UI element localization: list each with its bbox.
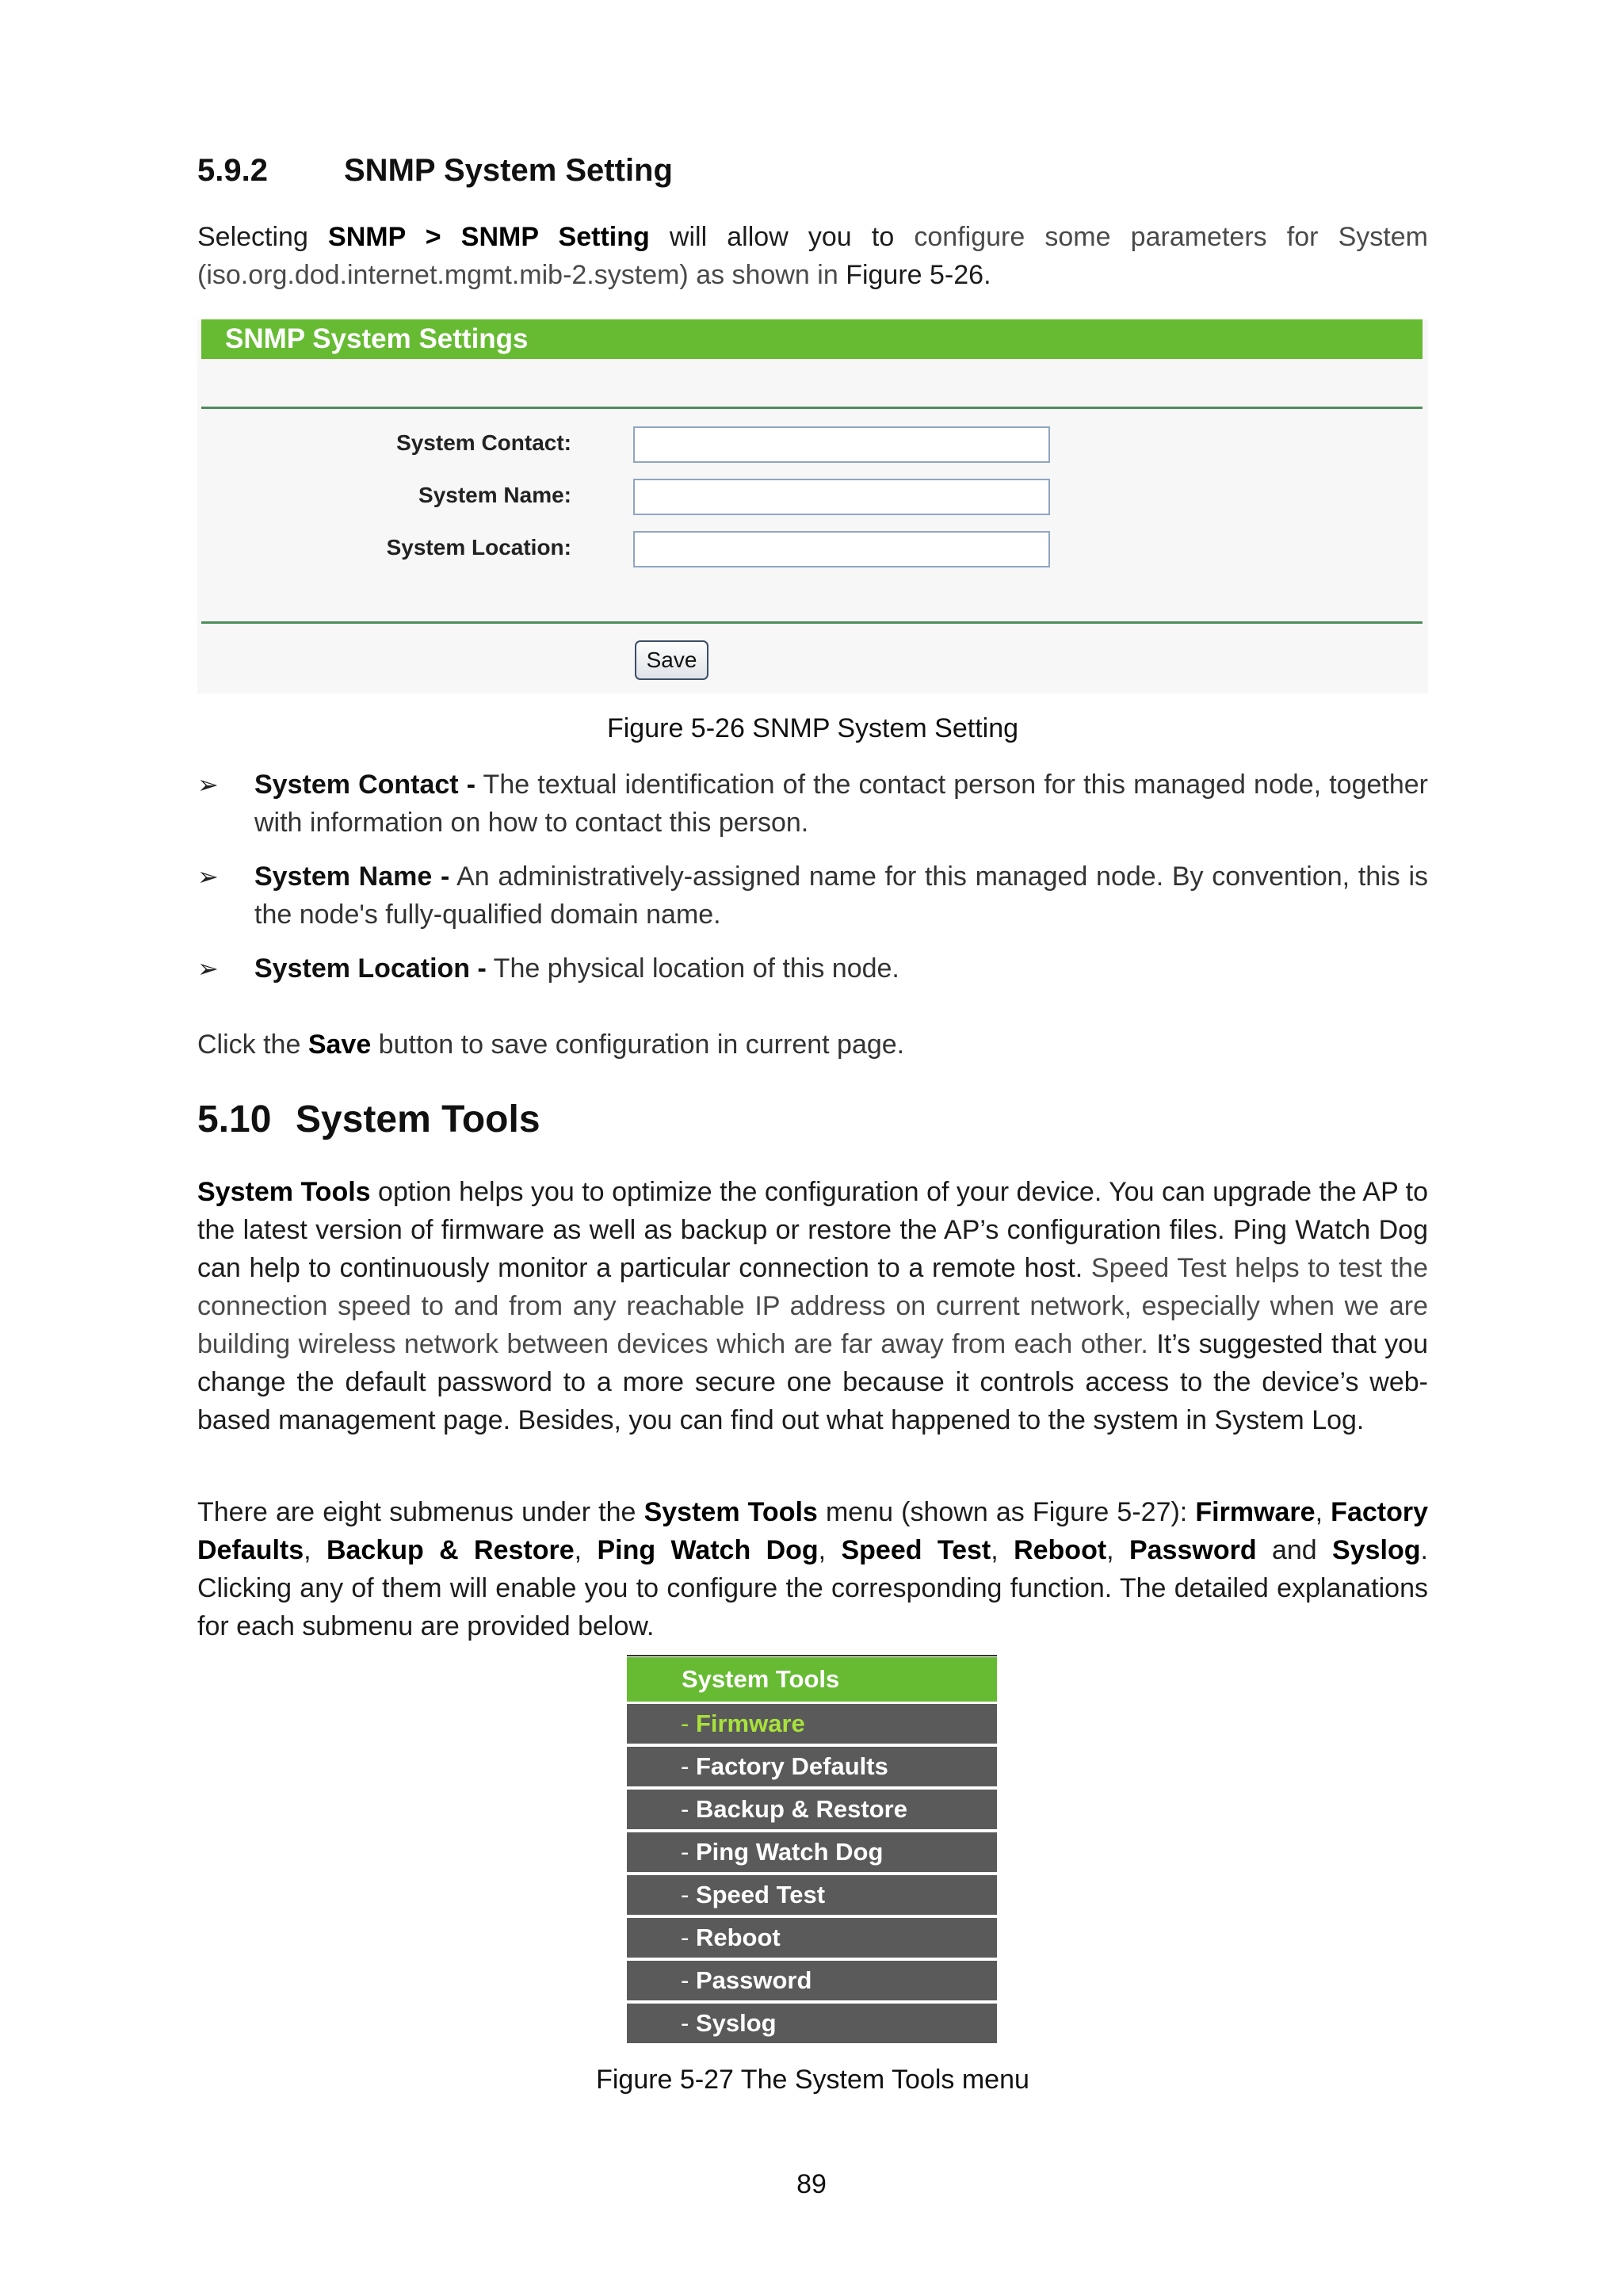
figure-caption: Figure 5-26 SNMP System Setting	[606, 713, 1019, 743]
menu-dash: -	[681, 1752, 696, 1780]
system-name-label: System Name:	[418, 483, 571, 507]
bullet-system-name	[197, 858, 1428, 934]
menu-item-label: Ping Watch Dog	[695, 1838, 884, 1866]
menu-dash: -	[681, 1966, 696, 1994]
bullet-system-contact	[197, 766, 1428, 842]
menu-item-backup-restore[interactable]	[627, 1790, 997, 1829]
para-sep: ,	[1315, 1497, 1331, 1527]
para-bold: Syslog	[1332, 1535, 1421, 1565]
menu-item-password[interactable]	[627, 1961, 997, 2000]
menu-dash: -	[681, 1838, 696, 1866]
bullet-term: System Location -	[254, 953, 487, 984]
submenus-paragraph	[197, 1493, 1428, 1645]
menu-dash: -	[681, 1881, 696, 1908]
intro-paragraph	[197, 218, 1428, 294]
para-text: Speed Test helps to test the connection speed to and from any reachable IP address on current network, especially when we are building wireless network between devices which are far away from each other.	[197, 1253, 1429, 1359]
para-text: . Clicking any of them will enable you to configure the corresponding function. The detailed explanations for each submenu are provided below.	[197, 1535, 1428, 1641]
note-text: Click the	[197, 1030, 308, 1060]
intro-text: will allow you to	[649, 222, 915, 252]
menu-item-ping-watch-dog[interactable]	[627, 1832, 997, 1872]
para-sep: ,	[574, 1535, 598, 1565]
menu-item-syslog[interactable]	[627, 2004, 997, 2043]
menu-item-factory-defaults[interactable]	[627, 1747, 997, 1786]
para-sep: ,	[304, 1535, 327, 1565]
divider	[201, 621, 1423, 624]
system-tools-menu-figure	[627, 1655, 997, 2046]
menu-item-firmware[interactable]	[627, 1704, 997, 1744]
menu-item-label: Backup & Restore	[695, 1795, 907, 1823]
section-number: 5.10	[197, 1098, 272, 1140]
menu-top-border	[627, 1655, 997, 1656]
para-text: menu (shown as Figure 5-27):	[817, 1497, 1196, 1527]
menu-dash: -	[681, 2009, 696, 2037]
para-bold: Reboot	[1014, 1535, 1107, 1565]
figure-caption: Figure 5-27 The System Tools menu	[596, 2065, 1029, 2095]
para-bold: Firmware	[1195, 1497, 1316, 1527]
divider	[201, 407, 1423, 409]
bullet-text: The textual identification of the contact person for this managed node, together with information on how to contact this person.	[254, 770, 1428, 838]
menu-item-label: Password	[695, 1966, 812, 1994]
section-number: 5.9.2	[197, 153, 268, 188]
bullet-system-location	[197, 949, 1428, 988]
intro-figure-ref: Figure 5-26.	[846, 260, 991, 290]
arrow-bullet-icon: ➢	[197, 770, 219, 799]
para-text: option helps you to optimize the configuration of your device. You can upgrade the AP to the latest version of firmware as well as backup or restore the AP’s configuration files. Ping Watch Dog can help to continuously monitor a particular connection to a remote host.	[197, 1177, 1428, 1283]
save-button[interactable]: Save	[635, 640, 708, 680]
system-contact-input[interactable]	[633, 426, 1050, 463]
intro-text: configure some parameters for System (iso.org.dod.internet.mgmt.mib-2.system) as shown in	[197, 222, 1428, 290]
snmp-settings-title: SNMP System Settings	[225, 323, 529, 354]
menu-dash: -	[681, 1710, 696, 1737]
save-note	[197, 1026, 1428, 1064]
para-bold: System Tools	[197, 1177, 371, 1207]
section-title: System Tools	[296, 1098, 540, 1140]
arrow-bullet-icon: ➢	[197, 954, 219, 983]
system-contact-label: System Contact:	[396, 430, 571, 455]
bullet-term: System Contact -	[254, 770, 476, 800]
para-bold: Password	[1128, 1535, 1257, 1565]
section-heading-510	[197, 1098, 540, 1141]
menu-item-label: Reboot	[695, 1924, 781, 1951]
arrow-bullet-icon: ➢	[197, 862, 219, 891]
para-bold: System Tools	[643, 1497, 818, 1527]
system-location-input[interactable]	[633, 531, 1050, 567]
note-text: button to save configuration in current page.	[371, 1030, 905, 1060]
para-sep: ,	[1106, 1535, 1129, 1565]
snmp-settings-figure	[197, 319, 1428, 693]
menu-dash: -	[681, 1795, 696, 1823]
menu-item-label: Syslog	[695, 2009, 777, 2037]
para-bold: Factory Defaults	[197, 1497, 1428, 1565]
para-sep: ,	[818, 1535, 842, 1565]
menu-item-reboot[interactable]	[627, 1918, 997, 1958]
menu-header-system-tools[interactable]	[627, 1657, 997, 1702]
para-bold: Ping Watch Dog	[597, 1535, 819, 1565]
section-title: SNMP System Setting	[344, 153, 673, 188]
para-bold: Backup & Restore	[326, 1535, 575, 1565]
para-sep: and	[1256, 1535, 1333, 1565]
bullet-term: System Name -	[254, 861, 450, 892]
menu-item-label: Factory Defaults	[695, 1752, 888, 1780]
para-text: It’s suggested that you change the default password to a more secure one because it controls access to the device’s web-based management page. Besides, you can find out what happened to the system in System Log.	[197, 1329, 1428, 1435]
system-tools-paragraph	[197, 1173, 1428, 1439]
menu-header-label: System Tools	[682, 1665, 840, 1693]
intro-menu-path: SNMP > SNMP Setting	[328, 222, 650, 252]
menu-dash: -	[681, 1924, 696, 1951]
page-number: 89	[796, 2169, 827, 2199]
bullet-text: The physical location of this node.	[486, 953, 899, 984]
system-location-label: System Location:	[386, 535, 571, 560]
para-text: There are eight submenus under the	[197, 1497, 644, 1527]
menu-item-speed-test[interactable]	[627, 1875, 997, 1915]
system-name-input[interactable]	[633, 479, 1050, 515]
intro-text: Selecting	[197, 222, 329, 252]
snmp-settings-header	[201, 319, 1423, 359]
note-bold: Save	[307, 1030, 372, 1060]
bullet-text: An administratively-assigned name for this managed node. By convention, this is the node's fully-qualified domain name.	[254, 861, 1428, 930]
menu-item-label: Speed Test	[695, 1881, 826, 1908]
section-heading-592	[197, 153, 673, 189]
menu-item-label: Firmware	[695, 1710, 805, 1737]
para-bold: Speed Test	[841, 1535, 991, 1565]
para-sep: ,	[991, 1535, 1014, 1565]
